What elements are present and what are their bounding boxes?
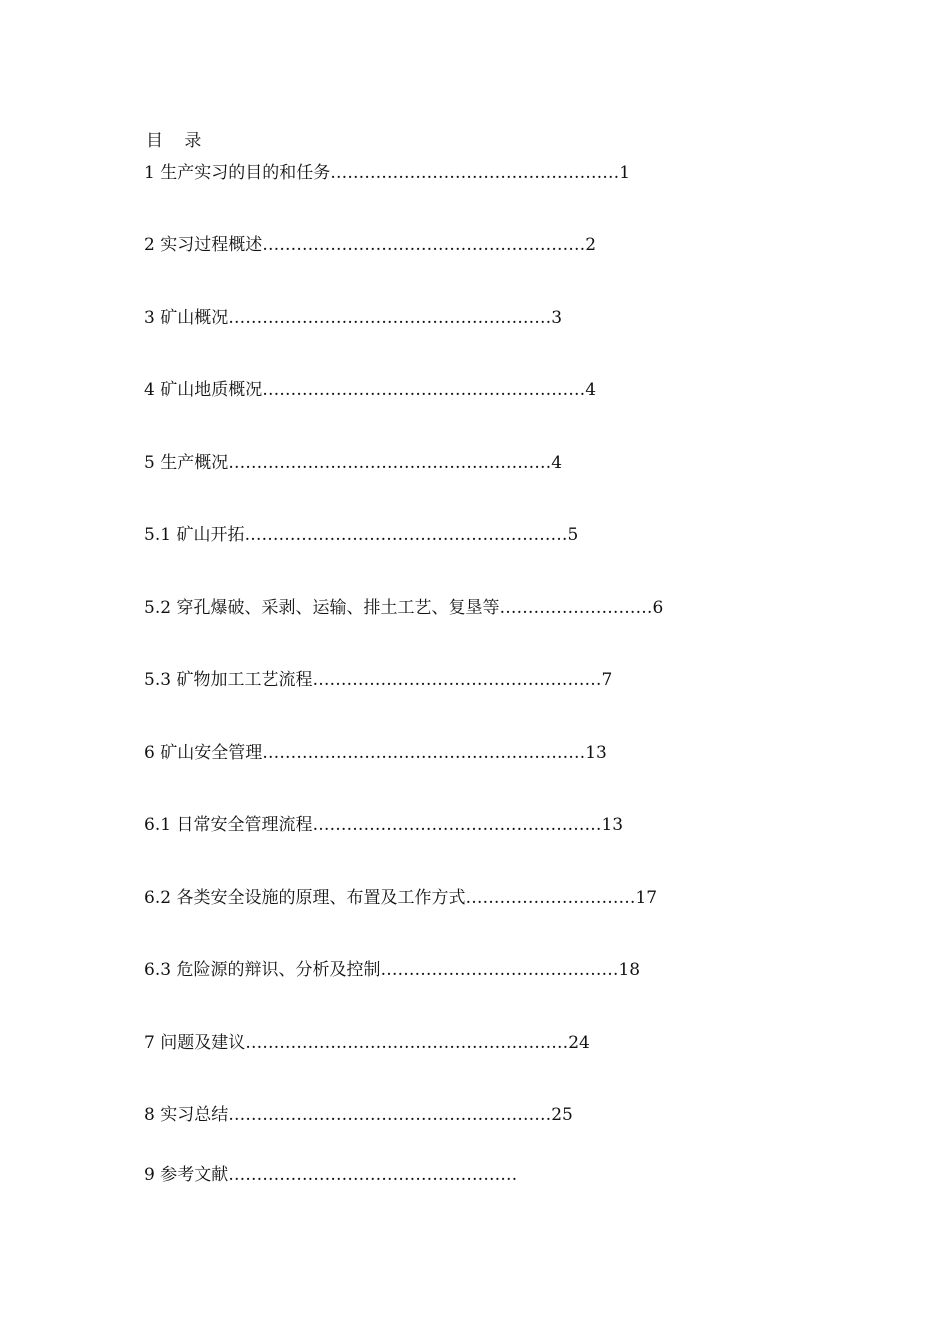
- toc-entry: 2 实习过程概述…………………………………………………2: [144, 235, 597, 255]
- toc-entry: 5 生产概况…………………………………………………4: [144, 453, 563, 473]
- toc-entry: 5.1 矿山开拓…………………………………………………5: [144, 525, 579, 545]
- toc-entry: 5.3 矿物加工工艺流程……………………………………………7: [144, 670, 613, 690]
- toc-title: 目 录: [146, 131, 210, 151]
- toc-entry: 7 问题及建议…………………………………………………24: [144, 1033, 590, 1053]
- toc-entry: 8 实习总结…………………………………………………25: [144, 1105, 573, 1125]
- toc-entry: 6 矿山安全管理…………………………………………………13: [144, 743, 607, 763]
- toc-entry: 4 矿山地质概况…………………………………………………4: [144, 380, 597, 400]
- toc-entry: 6.3 危险源的辩识、分析及控制……………………………………18: [144, 960, 641, 980]
- toc-entry: 5.2 穿孔爆破、采剥、运输、排土工艺、复垦等………………………6: [144, 598, 664, 618]
- toc-entry: 6.2 各类安全设施的原理、布置及工作方式…………………………17: [144, 888, 658, 908]
- toc-entry: 1 生产实习的目的和任务……………………………………………1: [144, 163, 631, 183]
- toc-entry: 6.1 日常安全管理流程……………………………………………13: [144, 815, 624, 835]
- toc-entry: 9 参考文献……………………………………………: [144, 1165, 518, 1185]
- toc-entry: 3 矿山概况…………………………………………………3: [144, 308, 563, 328]
